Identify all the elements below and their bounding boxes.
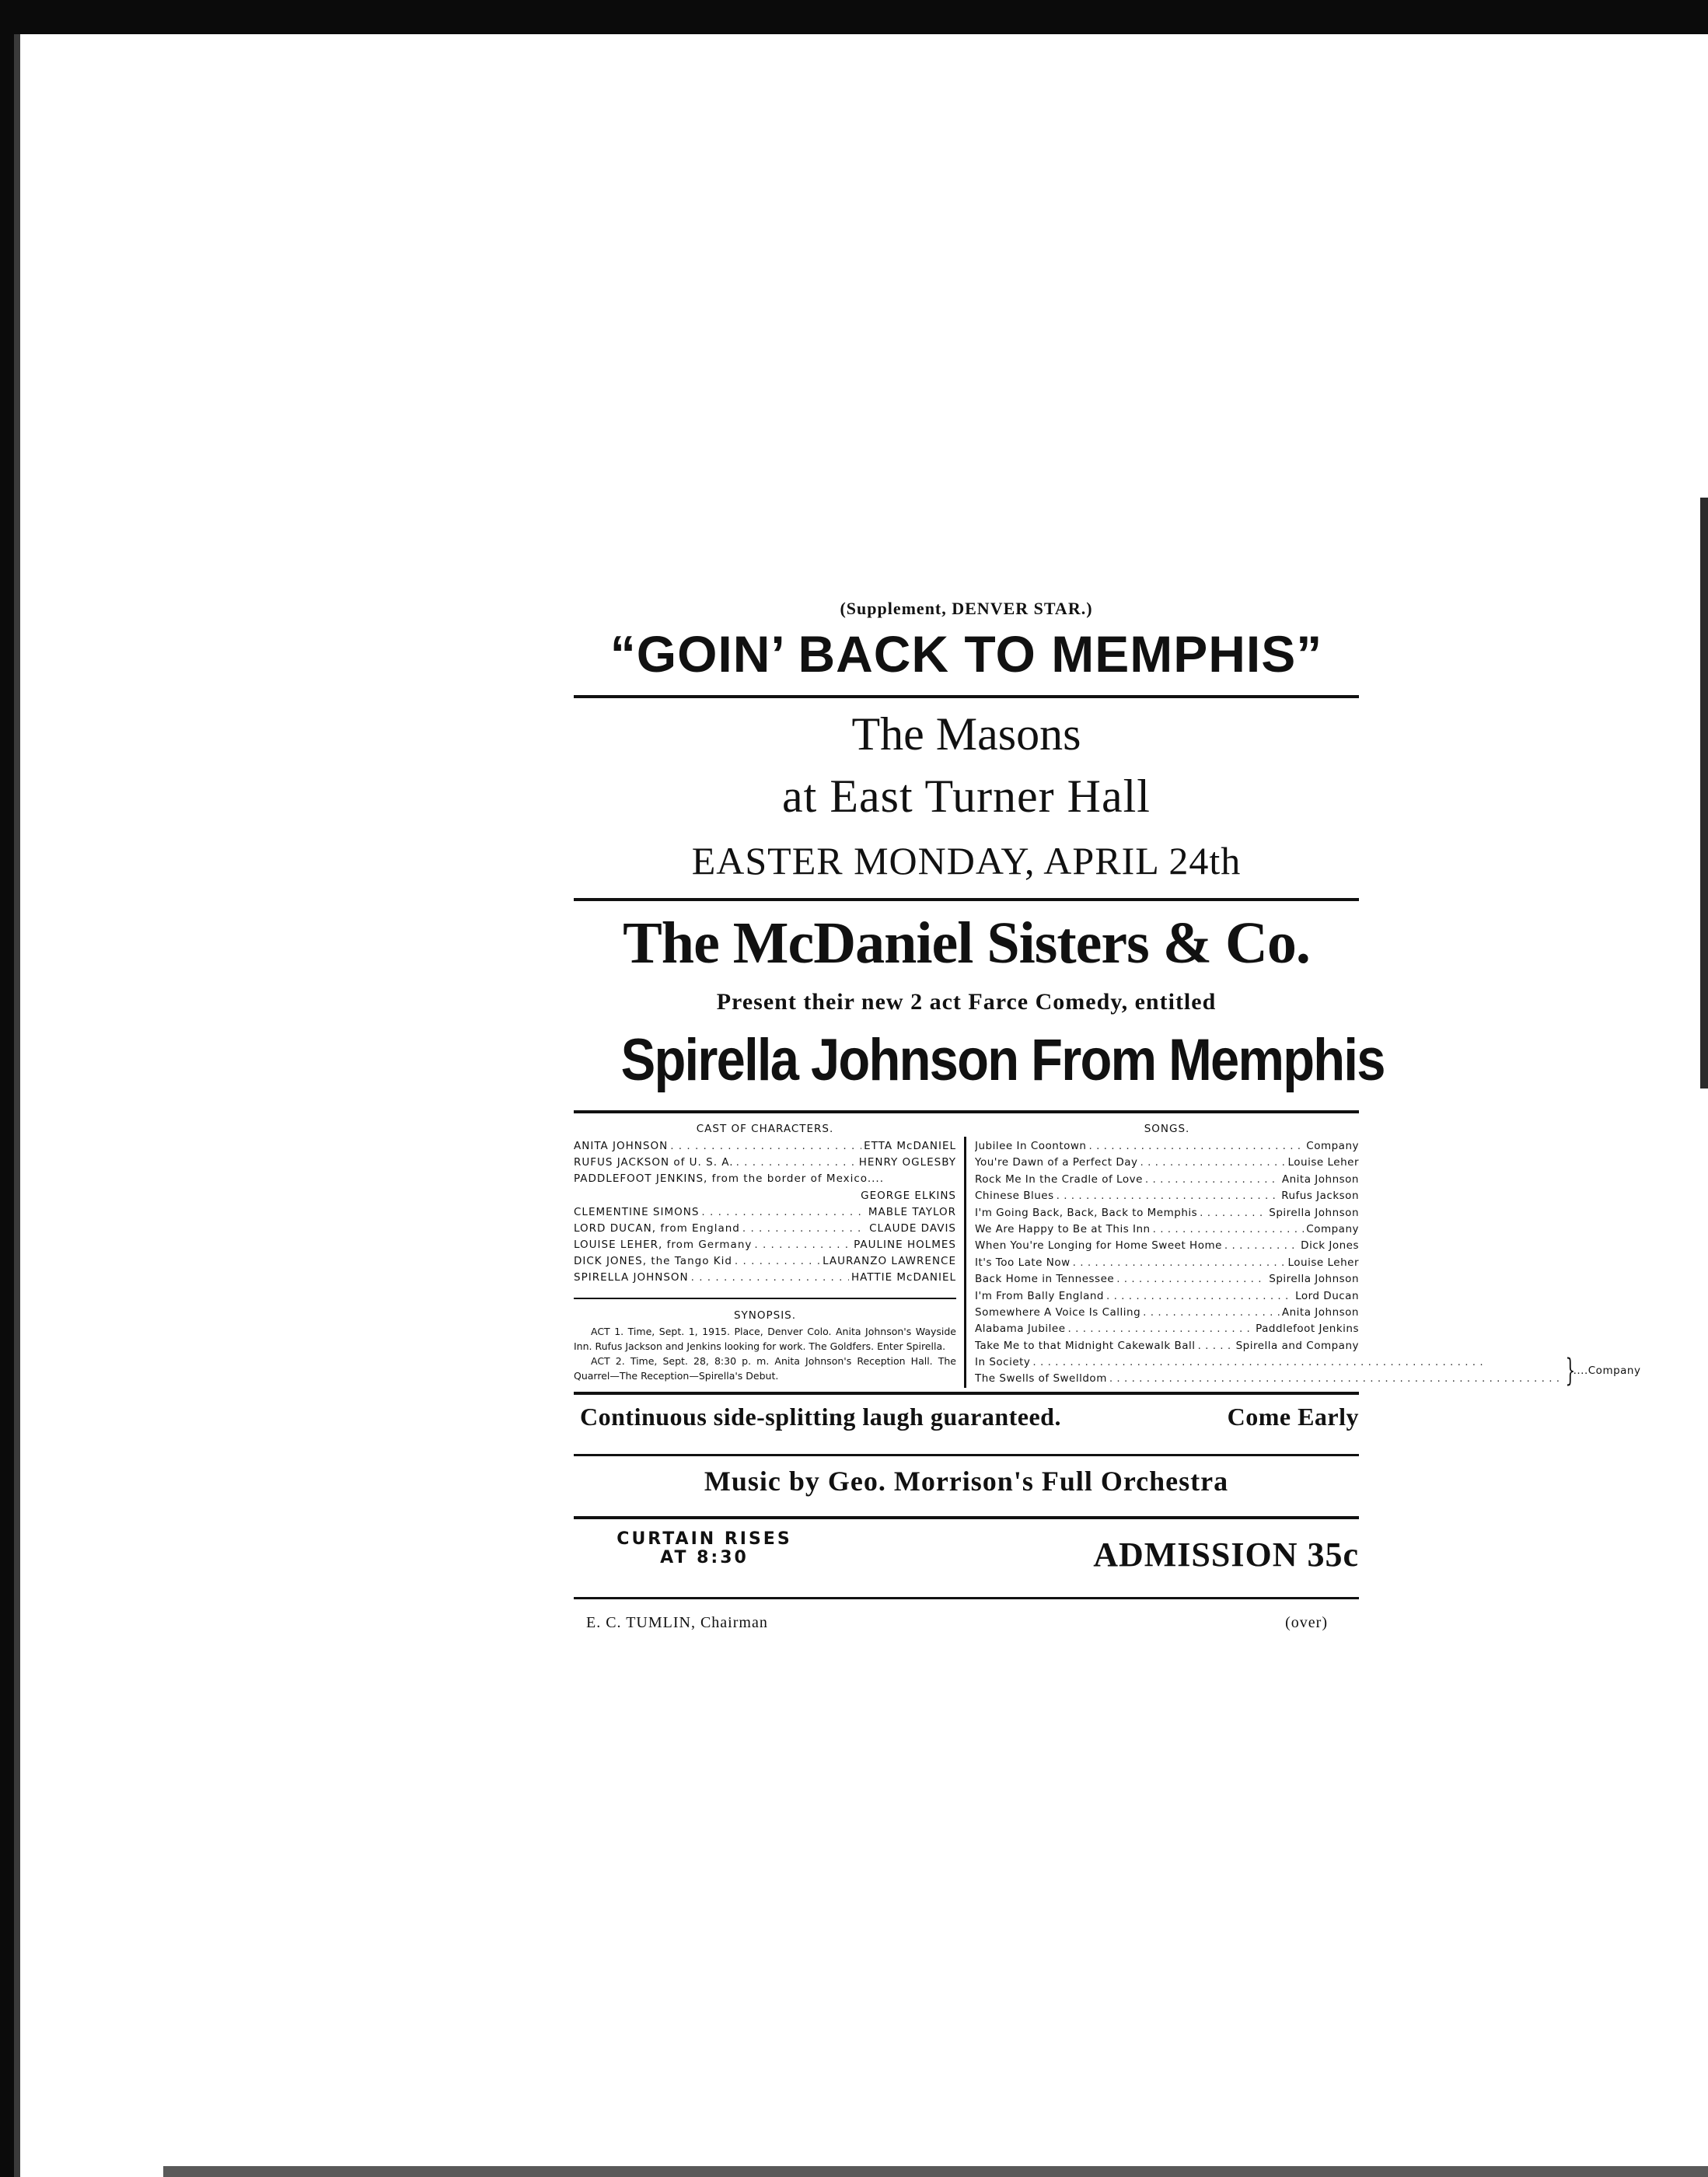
- song-performer: Louise Leher: [1287, 1156, 1359, 1169]
- dot-leader: [1068, 1321, 1254, 1337]
- dot-leader: [1143, 1305, 1280, 1321]
- synopsis-divider: [574, 1298, 956, 1299]
- brace-song-titles: [975, 1354, 1563, 1388]
- cast-role: LORD DUCAN, from England: [574, 1221, 740, 1235]
- song-title: In Society: [975, 1356, 1031, 1369]
- song-title: You're Dawn of a Perfect Day: [975, 1156, 1138, 1169]
- dot-leader: [1153, 1221, 1305, 1238]
- synopsis-act-2: ACT 2. Time, Sept. 28, 8:30 p. m. Anita Johnson's Reception Hall. The Quarrel—The Reception—Spirella's Debut.: [574, 1354, 956, 1382]
- headline-title: “GOIN’ BACK TO MEMPHIS”: [610, 625, 1323, 683]
- song-row: [975, 1271, 1359, 1288]
- brace-symbol: }: [1565, 1353, 1575, 1389]
- cast-heading: CAST OF CHARACTERS.: [696, 1123, 834, 1135]
- cast-list: [574, 1138, 956, 1287]
- cast-row: [574, 1237, 956, 1253]
- song-title: Jubilee In Coontown: [975, 1140, 1087, 1152]
- song-performer: Dick Jones: [1301, 1239, 1359, 1253]
- cast-role: PADDLEFOOT JENKINS, from the border of Mexico....: [574, 1172, 884, 1186]
- present-line: Present their new 2 act Farce Comedy, entitled: [716, 989, 1217, 1015]
- scan-border-left-shadow: [14, 34, 20, 2177]
- song-row: [975, 1338, 1359, 1354]
- cast-column: [574, 1120, 956, 1383]
- divider-rule: [574, 695, 1359, 698]
- dot-leader: [754, 1237, 851, 1253]
- song-row: [975, 1155, 1359, 1171]
- divider-rule: [574, 1392, 1359, 1395]
- dot-leader: [1089, 1138, 1305, 1155]
- divider-rule: [574, 1110, 1359, 1113]
- song-performer: Spirella and Company: [1235, 1339, 1359, 1352]
- cast-role: RUFUS JACKSON of U. S. A.: [574, 1156, 734, 1169]
- song-row: [975, 1255, 1359, 1271]
- cast-row: [574, 1188, 956, 1204]
- dot-leader: [1198, 1338, 1234, 1354]
- song-title: I'm Going Back, Back, Back to Memphis: [975, 1206, 1198, 1219]
- song-title: It's Too Late Now: [975, 1256, 1071, 1269]
- cast-role: LOUISE LEHER, from Germany: [574, 1238, 753, 1251]
- cast-row: [574, 1204, 956, 1221]
- divider-rule: [574, 1516, 1359, 1519]
- cast-row: [574, 1171, 956, 1187]
- dot-leader: [1116, 1271, 1266, 1288]
- event-host: The Masons: [851, 708, 1081, 760]
- song-title: Back Home in Tennessee: [975, 1273, 1115, 1286]
- dot-leader: [1145, 1172, 1280, 1188]
- songs-column: [975, 1120, 1641, 1389]
- song-row: [975, 1238, 1359, 1254]
- cast-role: CLEMENTINE SIMONS: [574, 1205, 700, 1218]
- dot-leader: [1224, 1238, 1298, 1254]
- dot-leader: [701, 1204, 865, 1221]
- play-title: Spirella Johnson From Memphis: [620, 1027, 1385, 1093]
- song-performer: Company: [1306, 1222, 1359, 1235]
- song-row: [975, 1354, 1563, 1371]
- synopsis-heading: SYNOPSIS.: [733, 1309, 797, 1322]
- divider-rule: [574, 1597, 1359, 1599]
- cast-actor: CLAUDE DAVIS: [869, 1221, 956, 1235]
- dot-leader: [742, 1221, 867, 1237]
- song-row: [975, 1321, 1359, 1337]
- cast-actor: LAURANZO LAWRENCE: [823, 1255, 956, 1268]
- synopsis-text: [574, 1324, 956, 1383]
- song-title: Alabama Jubilee: [975, 1323, 1066, 1336]
- songs-heading: SONGS.: [1144, 1123, 1190, 1135]
- song-performer: Lord Ducan: [1295, 1289, 1359, 1302]
- company-name: The McDaniel Sisters & Co.: [623, 910, 1310, 976]
- cast-actor: ETTA McDANIEL: [864, 1140, 956, 1152]
- dot-leader: [735, 1253, 820, 1270]
- cast-row: [574, 1155, 956, 1171]
- program-columns: [574, 1120, 1641, 1392]
- song-performer: Company: [1306, 1140, 1359, 1152]
- song-title: When You're Longing for Home Sweet Home: [975, 1239, 1222, 1253]
- dot-leader: [1032, 1354, 1560, 1371]
- cast-actor: GEORGE ELKINS: [861, 1189, 956, 1202]
- song-performer: Louise Leher: [1287, 1256, 1359, 1269]
- song-title: Rock Me In the Cradle of Love: [975, 1172, 1143, 1186]
- song-row: [975, 1305, 1359, 1321]
- curtain-line-1: CURTAIN RISES: [616, 1529, 792, 1549]
- scan-border-left: [0, 0, 14, 2177]
- song-row: [975, 1172, 1359, 1188]
- song-brace-group: [975, 1353, 1641, 1389]
- song-title: The Swells of Swelldom: [975, 1372, 1107, 1386]
- music-credit: Music by Geo. Morrison's Full Orchestra: [704, 1466, 1229, 1497]
- cast-role: DICK JONES, the Tango Kid: [574, 1255, 732, 1268]
- cast-role: SPIRELLA JOHNSON: [574, 1271, 689, 1284]
- column-divider: [964, 1137, 966, 1388]
- song-title: Somewhere A Voice Is Calling: [975, 1305, 1141, 1319]
- song-performer: Spirella Johnson: [1269, 1273, 1359, 1286]
- song-list: [975, 1138, 1359, 1354]
- song-performer: Anita Johnson: [1281, 1305, 1359, 1319]
- come-early: Come Early: [1227, 1403, 1359, 1431]
- song-row: [975, 1221, 1359, 1238]
- cast-row: [574, 1221, 956, 1237]
- song-row: [975, 1371, 1563, 1387]
- cast-row: [574, 1138, 956, 1155]
- curtain-line-2: AT 8:30: [660, 1548, 749, 1567]
- song-row: [975, 1138, 1359, 1155]
- song-row: [975, 1288, 1359, 1305]
- dot-leader: [1057, 1188, 1280, 1204]
- song-row: [975, 1188, 1359, 1204]
- scan-border-top: [0, 0, 1708, 34]
- event-venue: at East Turner Hall: [782, 771, 1151, 822]
- song-performer: Anita Johnson: [1281, 1172, 1359, 1186]
- curtain-time: [580, 1530, 829, 1567]
- admission-price: ADMISSION 35c: [1093, 1536, 1359, 1574]
- laugh-guarantee: Continuous side-splitting laugh guaranteed.: [580, 1403, 1061, 1431]
- synopsis-act-1: ACT 1. Time, Sept. 1, 1915. Place, Denver Colo. Anita Johnson's Wayside Inn. Rufus Jackson and Jenkins looking for work. The Goldfers. Enter Spirella.: [574, 1325, 956, 1352]
- scan-border-right: [1700, 498, 1708, 1088]
- cast-row: [574, 1270, 956, 1286]
- song-performer: Paddlefoot Jenkins: [1256, 1323, 1359, 1336]
- cast-role: ANITA JOHNSON: [574, 1140, 669, 1152]
- song-row: [975, 1205, 1359, 1221]
- song-performer: Spirella Johnson: [1269, 1206, 1359, 1219]
- song-title: I'm From Bally England: [975, 1289, 1104, 1302]
- divider-rule: [574, 898, 1359, 901]
- cast-row: [574, 1253, 956, 1270]
- cast-actor: HATTIE McDANIEL: [851, 1271, 956, 1284]
- cast-actor: HENRY OGLESBY: [858, 1156, 956, 1169]
- chairman-credit: E. C. TUMLIN, Chairman: [586, 1614, 768, 1631]
- cast-actor: MABLE TAYLOR: [868, 1205, 956, 1218]
- scan-border-bottom: [163, 2166, 1708, 2177]
- dot-leader: [670, 1138, 861, 1155]
- dot-leader: [1200, 1205, 1266, 1221]
- song-title: Chinese Blues: [975, 1190, 1054, 1203]
- divider-rule: [574, 1454, 1359, 1456]
- cast-actor: PAULINE HOLMES: [854, 1238, 956, 1251]
- event-date: EASTER MONDAY, APRIL 24th: [691, 839, 1242, 882]
- dot-leader: [736, 1155, 857, 1171]
- dot-leader: [691, 1270, 849, 1286]
- over-note: (over): [1285, 1614, 1328, 1631]
- song-title: We Are Happy to Be at This Inn: [975, 1222, 1151, 1235]
- brace-performer: ....Company: [1573, 1365, 1641, 1378]
- song-performer: Rufus Jackson: [1281, 1190, 1359, 1203]
- song-title: Take Me to that Midnight Cakewalk Ball: [975, 1339, 1196, 1352]
- dot-leader: [1073, 1255, 1286, 1271]
- tagline-row: [580, 1403, 1359, 1431]
- dot-leader: [1106, 1288, 1293, 1305]
- dot-leader: [1140, 1155, 1286, 1171]
- dot-leader: [1109, 1371, 1560, 1387]
- supplement-line: (Supplement, DENVER STAR.): [840, 599, 1093, 618]
